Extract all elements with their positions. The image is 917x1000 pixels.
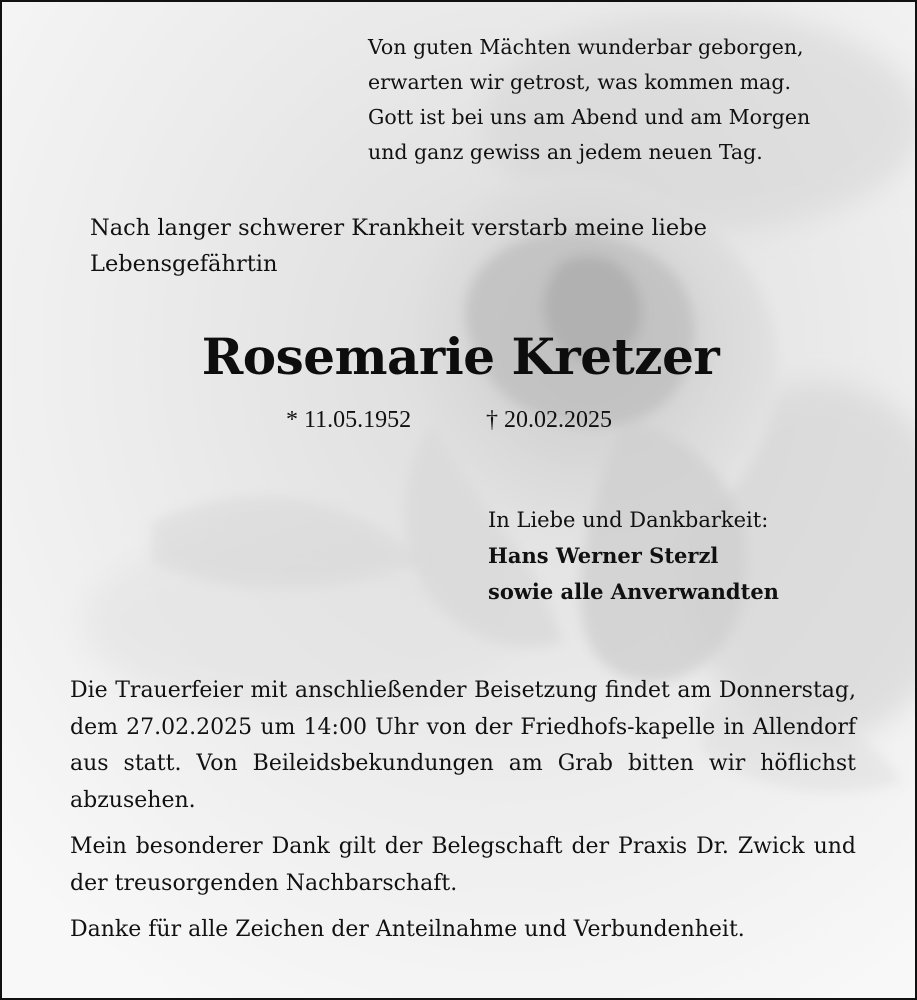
funeral-paragraph: Die Trauerfeier mit anschließender Beisetzung findet am Donnerstag, dem 27.02.2025 um 14:00 Uhr von der Friedhofs-kapelle in Allendorf aus statt. Von Beileidsbekundungen am Grab bitten wir höflichst abzusehen.	[70, 678, 856, 813]
signature-name: Hans Werner Sterzl	[488, 543, 719, 568]
poem-block	[368, 30, 888, 170]
deceased-name: Rosemarie Kretzer	[201, 327, 720, 386]
poem-line: erwarten wir getrost, was kommen mag.	[368, 70, 792, 94]
closing-paragraph: Danke für alle Zeichen der Anteilnahme und Verbundenheit.	[70, 917, 745, 942]
signature-block	[488, 502, 898, 610]
funeral-details	[70, 673, 856, 949]
signature-relatives: sowie alle Anverwandten	[488, 579, 779, 604]
signature-intro: In Liebe und Dankbarkeit:	[488, 508, 769, 532]
birth-date: * 11.05.1952	[286, 407, 412, 433]
poem-line: und ganz gewiss an jedem neuen Tag.	[368, 140, 763, 164]
intro-text	[90, 210, 850, 282]
notice-content	[2, 2, 915, 998]
thanks-paragraph: Mein besonderer Dank gilt der Belegschaft der Praxis Dr. Zwick und der treusorgenden Nachbarschaft.	[70, 834, 856, 896]
intro-line: Lebensgefährtin	[90, 251, 278, 277]
death-date: † 20.02.2025	[486, 407, 612, 433]
poem-line: Von guten Mächten wunderbar geborgen,	[368, 35, 804, 59]
poem-line: Gott ist bei uns am Abend und am Morgen	[368, 105, 811, 129]
life-dates	[286, 402, 686, 438]
intro-line: Nach langer schwerer Krankheit verstarb meine liebe	[90, 215, 707, 241]
